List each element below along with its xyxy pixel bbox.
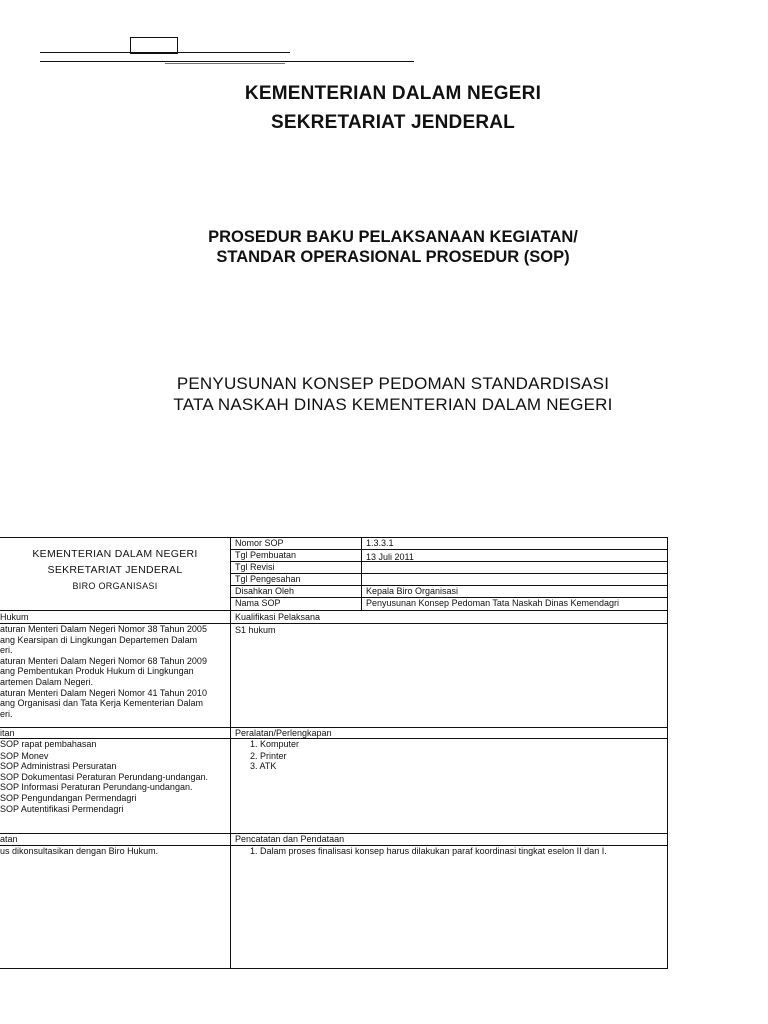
equipment-line: 3. ATK <box>250 761 277 772</box>
sop-number-label: Nomor SOP <box>235 538 284 548</box>
legal-basis-line: aturan Menteri Dalam Negeri Nomor 41 Tahun 2010 <box>0 687 207 698</box>
sop-topic-line2: TATA NASKAH DINAS KEMENTERIAN DALAM NEGERI <box>173 395 613 414</box>
records-line: 1. Dalam proses finalisasi konsep harus dilakukan paraf koordinasi tingkat eselon II dan I. <box>250 846 607 856</box>
legal-basis-line: aturan Menteri Dalam Negeri Nomor 38 Tahun 2005 <box>0 624 207 634</box>
legal-basis-header: Hukum <box>0 612 29 622</box>
related-sop-line: SOP Administrasi Persuratan <box>0 761 117 772</box>
qualification-header: Kualifikasi Pelaksana <box>235 612 321 622</box>
records-list <box>250 846 607 857</box>
org-bureau: BIRO ORGANISASI <box>72 581 158 591</box>
related-sop-line: SOP Autentifikasi Permendagri <box>0 803 124 814</box>
info-row-line <box>0 610 668 611</box>
secretariat-title: SEKRETARIAT JENDERAL <box>271 112 515 133</box>
equipment-header: Peralatan/Perlengkapan <box>235 728 332 738</box>
created-date-label: Tgl Pembuatan <box>235 550 297 560</box>
sop-name-label: Nama SOP <box>235 598 281 608</box>
related-sop-line: SOP Dokumentasi Peraturan Perundang-undangan. <box>0 771 208 782</box>
equipment-list <box>250 739 299 772</box>
table-right-border <box>667 537 668 969</box>
org-secretariat: SEKRETARIAT JENDERAL <box>47 564 183 576</box>
equipment-line: 2. Printer <box>250 750 287 761</box>
legal-basis-line: ang Organisasi dan Tata Kerja Kementerian Dalam <box>0 698 203 709</box>
info-row-line <box>230 561 668 562</box>
legal-basis-line: ang Pembentukan Produk Hukum di Lingkungan <box>0 666 194 677</box>
related-sop-line: SOP Pengundangan Permendagri <box>0 792 137 803</box>
legal-basis-line: eri. <box>0 645 13 656</box>
procedure-title-line1: PROSEDUR BAKU PELAKSANAAN KEGIATAN/ <box>208 228 578 246</box>
warning-header: atan <box>0 834 18 844</box>
legal-basis-line: aturan Menteri Dalam Negeri Nomor 68 Tahun 2009 <box>0 655 207 666</box>
top-rule-short <box>165 63 285 64</box>
created-date-value: 13 Juli 2011 <box>366 552 414 562</box>
legal-basis-line: artemen Dalam Negeri. <box>0 676 94 687</box>
approved-by-label: Disahkan Oleh <box>235 586 295 596</box>
table-mid-divider <box>230 537 231 969</box>
legal-basis-line: ang Kearsipan di Lingkungan Departemen Dalam <box>0 634 198 645</box>
sop-name-value: Penyusunan Konsep Pedoman Tata Naskah Dinas Kemendagri <box>366 598 619 608</box>
equipment-line: 1. Komputer <box>250 739 300 749</box>
warning-list <box>0 846 158 857</box>
sop-topic-line1: PENYUSUNAN KONSEP PEDOMAN STANDARDISASI <box>176 374 610 393</box>
legal-basis-line: eri. <box>0 708 13 719</box>
related-sop-line: SOP rapat pembahasan <box>0 739 97 749</box>
qualification-list <box>235 625 276 636</box>
approval-date-label: Tgl Pengesahan <box>235 574 301 584</box>
revision-date-label: Tgl Revisi <box>235 562 275 572</box>
top-rule-right <box>40 61 414 62</box>
legal-basis-list <box>0 624 226 719</box>
ministry-title: KEMENTERIAN DALAM NEGERI <box>244 83 542 104</box>
related-sop-line: SOP Monev <box>0 750 49 761</box>
sop-number-value: 1.3.3.1 <box>366 538 394 548</box>
approved-by-value: Kepala Biro Organisasi <box>366 586 459 596</box>
related-sop-line: SOP Informasi Peraturan Perundang-undangan. <box>0 782 193 793</box>
top-small-box <box>130 37 178 54</box>
related-sop-list <box>0 739 208 814</box>
qualification-line: S1 hukum <box>235 625 276 635</box>
table-bottom-border <box>0 968 668 969</box>
org-ministry: KEMENTERIAN DALAM NEGERI <box>32 548 198 560</box>
warning-line: us dikonsultasikan dengan Biro Hukum. <box>0 846 159 856</box>
related-sop-header: itan <box>0 728 15 738</box>
table-top-border <box>0 537 668 538</box>
section-divider <box>0 727 668 728</box>
records-header: Pencatatan dan Pendataan <box>235 834 345 844</box>
procedure-title-line2: STANDAR OPERASIONAL PROSEDUR (SOP) <box>216 248 570 266</box>
